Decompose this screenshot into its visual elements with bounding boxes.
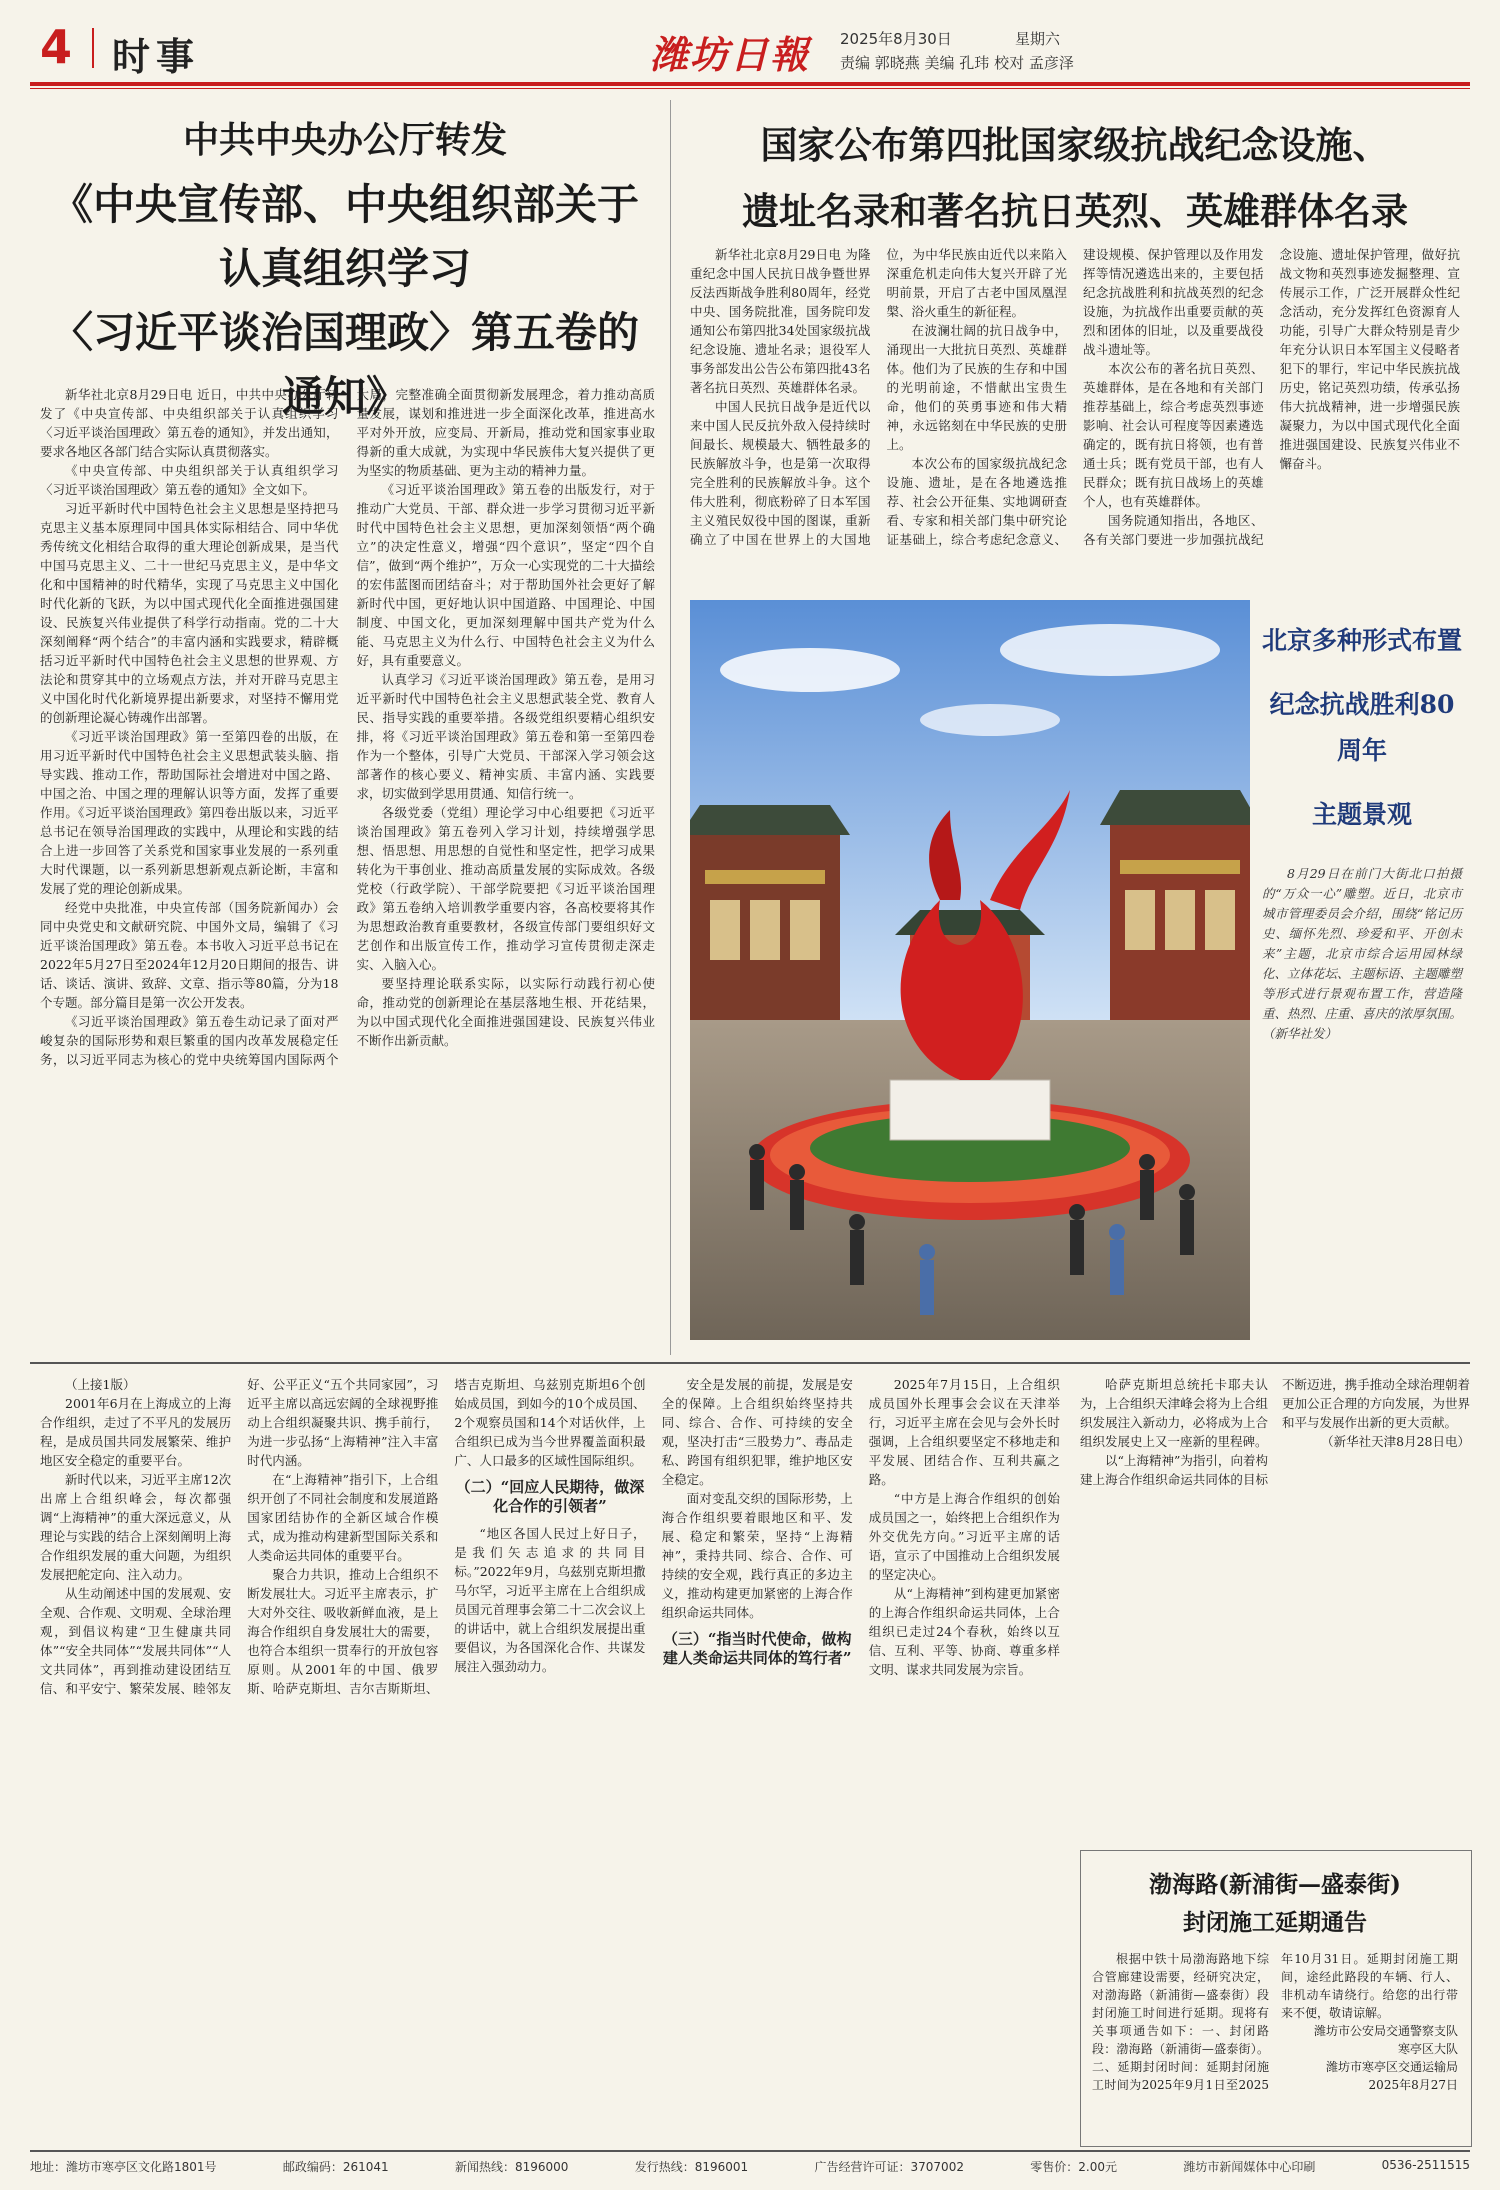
lower-article-paragraph: 2025年7月15日，上合组织成员国外长理事会会议在天津举行，习近平主席在会见与会外长时强调，上合组织要坚定不移地走和平发展、团结合作、互利共赢之路。 [868,1377,1060,1487]
article-left-paragraph: 经党中央批准，中央宣传部（国务院新闻办）会同中央党史和文献研究院、中国外文局，编辑了《习近平谈治国理政》第五卷。本书收入习近平总书记在2022年5月27日至2024年12月20日期间的报告、讲话、谈话、演讲、致辞、文章、指示等80篇，分为18个专题。部分篇目是第一次公开发表。 [40,900,339,1010]
traffic-notice-body [1092,1950,1458,2140]
editor-credits: 责编 郭晓燕 美编 孔玮 校对 孟彦泽 [840,54,1074,72]
masthead-rule-thin [30,88,1470,89]
traffic-notice-signature-2: 潍坊市寒亭区交通运输局 [1325,2060,1458,2074]
lower-article-paragraph: 哈萨克斯坦总统托卡耶夫认为，上合组织天津峰会将为上合组织发展注入新动力，必将成为上合组织发展史上又一座新的里程碑。 [1080,1377,1268,1449]
article-left-paragraph: 《习近平谈治国理政》第一至第四卷的出版，在用习近平新时代中国特色社会主义思想武装头脑、指导实践、推动工作，帮助国际社会增进对中国之路、中国之治、中国之理的理解认识等方面，发挥了重要作用。《习近平谈治国理政》第四卷出版以来，习近平总书记在领导治国理政的实践中，从理论和实践的结合上进一步回答了关系党和国家事业发展的一系列重大时代课题，以一系列新思想新观点新论断，丰富和发展了党的理论创新成果。 [40,729,339,896]
photo-caption-text [1262,864,1462,1044]
lower-article-paragraph: “中方是上海合作组织的创始成员国之一，始终把上合组织作为外交优先方向。”习近平主席的话语，宣示了中国推动上合组织发展的坚定决心。 [868,1491,1060,1582]
lower-article-paragraph: 在“上海精神”指引下，上合组织开创了不同社会制度和发展道路国家团结协作的全新区域合作模式，成为推动构建新型国际关系和人类命运共同体的重要平台。 [247,1472,439,1563]
footer-price: 零售价：2.00元 [1030,2160,1118,2174]
lower-article-paragraph: 面对变乱交织的国际形势，上海合作组织要着眼地区和平、发展、稳定和繁荣，坚持“上海精神”，秉持共同、综合、合作、可持续的安全观，践行真正的多边主义，推动构建更加紧密的上海合作组织命运共同体。 [661,1491,853,1620]
traffic-notice-text: 根据中铁十局渤海路地下综合管廊建设需要，经研究决定，对渤海路（新浦街—盛泰街）段封闭施工时间进行延期。现将有关事项通告如下：一、封闭路段：渤海路（新浦街—盛泰街）。二、延期封闭时间：延期封闭施工时间为2025年9月1日至2025年10月31日。延期封闭施工期间，途经此路段的车辆、行人、非机动车请绕行。给您的出行带来不便，敬请谅解。 [1092,1952,1458,2092]
lower-article-paragraph: 安全是发展的前提，发展是安全的保障。上合组织始终坚持共同、综合、合作、可持续的安全观，坚决打击“三股势力”、毒品走私、跨国有组织犯罪，维护地区安全稳定。 [661,1377,853,1487]
footer-distribution: 发行热线：8196001 [634,2160,749,2174]
photo-caption-credit: （新华社发） [1262,1026,1338,1041]
article-right-paragraph: 本次公布的国家级抗战纪念设施、遗址，是在各地遴选推荐、社会公开征集、实地调研查看、专家和相关部门集中研究论证基础上，综合考虑纪念意义、建设规模、保护管理以及作用发挥等情况遴选出来的，主要包括纪念抗战胜利和抗战英烈的纪念设施，为抗战作出重要贡献的英烈和团体的旧址，以及重要战役战斗遗址等。 [886,247,1264,547]
footer-printer: 潍坊市新闻媒体中心印刷 [1183,2160,1316,2174]
masthead-rule [30,82,1470,86]
headline-left-kicker: 中共中央办公厅转发 [182,119,507,161]
footer-news-hotline: 新闻热线：8196000 [454,2160,569,2174]
sculpture-photo-illustration [690,600,1250,1340]
photo-caption-box [1262,600,1462,1340]
photo-caption-title-1: 北京多种形式布置 [1262,626,1463,655]
traffic-notice-date: 2025年8月27日 [1368,2078,1458,2092]
masthead [30,18,1470,79]
lower-article-subheading-2: （二）“回应人民期待，做深化合作的引领者” [455,1478,645,1515]
lower-article-subheading-3: （三）“指当时代使命，做构建人类命运共同体的笃行者” [662,1630,852,1667]
headline-right-line2: 遗址名录和著名抗日英烈、英雄群体名录 [742,189,1408,233]
lower-article-continued-tag: （上接1版） [65,1377,136,1392]
photo-caption-body: 8月29日在前门大街北口拍摄的“万众一心”雕塑。近日，北京市城市管理委员会介绍，围绕“铭记历史、缅怀先烈、珍爱和平、开创未来”主题，北京市综合运用园林绿化、立体花坛、主题标语、主题雕塑等形式进行景观布置工作，营造隆重、热烈、庄重、喜庆的浓厚氛围。 [1262,866,1463,1021]
article-right-paragraph: 本次公布的著名抗日英烈、英雄群体，是在各地和有关部门推荐基础上，综合考虑英烈事迹影响、社会认可程度等因素遴选确定的，既有抗日将领，也有普通士兵；既有党员干部，也有人民群众；既有抗日战场上的英雄个人，也有英雄群体。 [1083,361,1264,509]
article-left-paragraph: 各级党委（党组）理论学习中心组要把《习近平谈治国理政》第五卷列入学习计划，持续增强学思想、悟思想、用思想的自觉性和坚定性，把学习成果转化为干事创业、推动高质量发展的实际成效。各级党校（行政学院）、干部学院要把《习近平谈治国理政》第五卷纳入培训教学重要内容，各高校要将其作为思想政治教育重要教材，各级宣传部门要组织好文艺创作和出版宣传工作，推动学习宣传贯彻走深走实、入脑入心。 [356,805,655,972]
photo-caption-title-3: 主题景观 [1311,800,1412,829]
article-right-paragraph: 新华社北京8月29日电 为隆重纪念中国人民抗日战争暨世界反法西斯战争胜利80周年，经党中央、国务院批准，国务院印发通知公布第四批34处国家级抗战纪念设施、遗址名录；退役军人事务部发出公告公布第四批43名著名抗日英烈、英雄群体名录。 [690,247,871,395]
page-number: 4 [40,20,73,74]
footer-address: 地址：潍坊市寒亭区文化路1801号 [30,2160,217,2174]
traffic-notice-title-2: 封闭施工延期通告 [1183,1909,1367,1936]
article-left-paragraph: 新华社北京8月29日电 近日，中共中央办公厅转发了《中央宣传部、中央组织部关于认真组织学习〈习近平谈治国理政〉第五卷的通知》，并发出通知，要求各地区各部门结合实际认真贯彻落实。 [40,387,339,459]
traffic-notice-title [1080,1866,1470,1942]
article-left-paragraph: 《习近平谈治国理政》第五卷的出版发行，对于推动广大党员、干部、群众进一步学习贯彻习近平新时代中国特色社会主义思想，更加深刻领悟“两个确立”的决定性意义，增强“四个意识”，坚定“四个自信”，做到“两个维护”，万众一心实现党的二十大描绘的宏伟蓝图而团结奋斗；对于帮助国外社会更好了解新时代中国，更好地认识中国道路、中国理论、中国制度、中国文化，更加深刻理解中国共产党为什么能、马克思主义为什么行、中国特色社会主义为什么好，具有重要意义。 [356,482,655,668]
paper-logo: 潍坊日報 [650,32,811,77]
footer [30,2158,1470,2175]
article-right-paragraph: 国务院通知指出，各地区、各有关部门要进一步加强抗战纪念设施、遗址保护管理，做好抗战文物和英烈事迹发掘整理、宣传展示工作，广泛开展群众性纪念活动，充分发挥红色资源育人功能，引导广大群众特别是青少年充分认识日本军国主义侵略者犯下的罪行，牢记中华民族抗战历史，铭记英烈功绩，传承弘扬伟大抗战精神，进一步增强民族凝聚力，为以中国式现代化全面推进强国建设、民族复兴伟业不懈奋斗。 [1083,247,1460,547]
lower-article-body [40,1375,1060,2145]
lower-article-right-column [1080,1375,1470,1840]
lower-article-paragraph: 2001年6月在上海成立的上海合作组织，走过了不平凡的发展历程，是成员国共同发展繁荣、维护地区安全稳定的重要平台。 [40,1396,232,1468]
headline-right-line1: 国家公布第四批国家级抗战纪念设施、 [760,123,1390,167]
article-right-paragraph: 中国人民抗日战争是近代以来中国人民反抗外敌入侵持续时间最长、规模最大、牺牲最多的民族解放斗争，也是第一次取得完全胜利的民族解放斗争。这个伟大胜利，彻底粉碎了日本军国主义殖民奴役中国的图谋，重新确立了中国在世界上的大国地位，为中华民族由近代以来陷入深重危机走向伟大复兴开辟了光明前景，开启了古老中国凤凰涅槃、浴火重生的新征程。 [690,247,1067,547]
issue-weekday: 星期六 [1015,30,1061,48]
footer-postcode: 邮政编码：261041 [282,2160,389,2174]
footer-rule [30,2150,1470,2152]
column-divider [670,100,671,1355]
photo-caption-title-2: 纪念抗战胜利80周年 [1269,690,1455,765]
lower-article-paragraph: 从“上海精神”到构建更加紧密的上海合作组织命运共同体，上合组织已走过24个春秋，始终以互信、互利、平等、协商、尊重多样文明、谋求共同发展为宗旨。 [868,1586,1060,1677]
article-left-paragraph: 习近平新时代中国特色社会主义思想是坚持把马克思主义基本原理同中国具体实际相结合、同中华优秀传统文化相结合取得的重大理论创新成果，是当代中国马克思主义、二十一世纪马克思主义，是中华文化和中国精神的时代精华，实现了马克思主义中国化时代化新的飞跃，为以中国式现代化全面推进强国建设、民族复兴伟业提供了科学行动指南。党的二十大深刻阐释“两个结合”的丰富内涵和实践要求，精辟概括习近平新时代中国特色社会主义思想的世界观、方法论和贯穿其中的立场观点方法，并对开辟马克思主义中国化时代化新境界提出新要求，对坚持不懈用党的创新理论凝心铸魂作出部署。 [40,501,339,725]
news-photo [690,600,1250,1340]
issue-date: 2025年8月30日 [840,30,952,48]
headline-left [40,112,650,429]
traffic-notice-signature: 潍坊市公安局交通警察支队寒亭区大队 [1313,2024,1458,2056]
headline-left-line2: 〈习近平谈治国理政〉第五卷的通知》 [50,308,639,421]
article-left-paragraph: 要坚持理论联系实际，以实际行动践行初心使命，推动党的创新理论在基层落地生根、开花结果，为以中国式现代化全面推进强国建设、民族复兴伟业不断作出新贡献。 [356,976,655,1048]
article-right-body [690,245,1460,585]
article-left-paragraph: 《习近平谈治国理政》第五卷生动记录了面对严峻复杂的国际形势和艰巨繁重的国内改革发展稳定任务，以习近平同志为核心的党中央统筹国内国际两个大局，完整准确全面贯彻新发展理念，着力推动高质量发展，谋划和推进进一步全面深化改革，推进高水平对外开放，应变局、开新局，推动党和国家事业取得新的重大成就，为实现中华民族伟大复兴提供了更为坚实的物质基础、更为主动的精神力量。 [40,387,655,1067]
lower-article-end-credit: （新华社天津8月28日电） [1321,1434,1470,1449]
footer-printer-phone: 0536-2511515 [1381,2158,1470,2172]
article-right-paragraph: 在波澜壮阔的抗日战争中，涌现出一大批抗日英烈、英雄群体。他们为了民族的生存和中国的光明前途，不惜献出宝贵生命，他们的英勇事迹和伟大精神，永远铭刻在中华民族的史册上。 [886,323,1067,452]
headline-left-line1: 《中央宣传部、中央组织部关于认真组织学习 [50,180,639,293]
lower-article-paragraph: 从生动阐述中国的发展观、安全观、合作观、文明观、全球治理观，到倡议构建“卫生健康共同体”“安全共同体”“发展共同体”“人文共同体”，再到推动建设团结互信、和平安宁、繁荣发展、睦邻友好、公平正义“五个共同家园”，习近平主席以高远宏阔的全球视野推动上合组织凝聚共识、携手前行，为进一步弘扬“上海精神”注入丰富时代内涵。 [40,1377,439,1696]
lower-article-paragraph: 新时代以来，习近平主席12次出席上合组织峰会，每次都强调“上海精神”的重大深远意义，从理论与实践的结合上深刻阐明上海合作组织发展的重大问题，为组织发展把舵定向、注入动力。 [40,1472,232,1582]
lower-article-paragraph: “地区各国人民过上好日子，是我们矢志追求的共同目标。”2022年9月，乌兹别克斯坦撒马尔罕，习近平主席在上合组织成员国元首理事会第二十二次会议上的讲话中，就上合组织发展提出重要倡议，为各国深化合作、共谋发展注入强劲动力。 [454,1526,646,1674]
headline-right [690,112,1460,244]
footer-ad-license: 广告经营许可证：3707002 [814,2160,964,2174]
lower-article-paragraph: 以“上海精神”为指引，向着构建上海合作组织命运共同体的目标不断迈进，携手推动全球治理朝着更加公正合理的方向发展，为世界和平与发展作出新的更大贡献。 [1080,1377,1470,1487]
lower-article-paragraph: 聚合力共识，推动上合组织不断发展壮大。习近平主席表示，扩大对外交往、吸收新鲜血液，是上海合作组织自身发展壮大的需要，也符合本组织一贯奉行的开放包容原则。从2001年的中国、俄罗斯、哈萨克斯坦、吉尔吉斯斯坦、塔吉克斯坦、乌兹别克斯坦6个创始成员国，到如今的10个成员国、2个观察员国和14个对话伙伴，上合组织已成为当今世界覆盖面积最广、人口最多的区域性国际组织。 [247,1377,646,1696]
masthead-separator [92,28,94,68]
article-left-body [40,385,655,1345]
section-divider [30,1362,1470,1364]
section-name: 时事 [112,35,201,79]
article-left-paragraph: 认真学习《习近平谈治国理政》第五卷，是用习近平新时代中国特色社会主义思想武装全党、教育人民、指导实践的重要举措。各级党组织要精心组织安排，将《习近平谈治国理政》第五卷和第一至第四卷作为一个整体，引导广大党员、干部深入学习领会这部著作的核心要义、精神实质、丰富内涵、实践要求，切实做到学思用贯通、知信行统一。 [356,672,655,801]
article-left-paragraph: 《中央宣传部、中央组织部关于认真组织学习〈习近平谈治国理政〉第五卷的通知》全文如下。 [40,463,339,497]
traffic-notice-title-1: 渤海路(新浦街—盛泰街) [1149,1871,1401,1898]
